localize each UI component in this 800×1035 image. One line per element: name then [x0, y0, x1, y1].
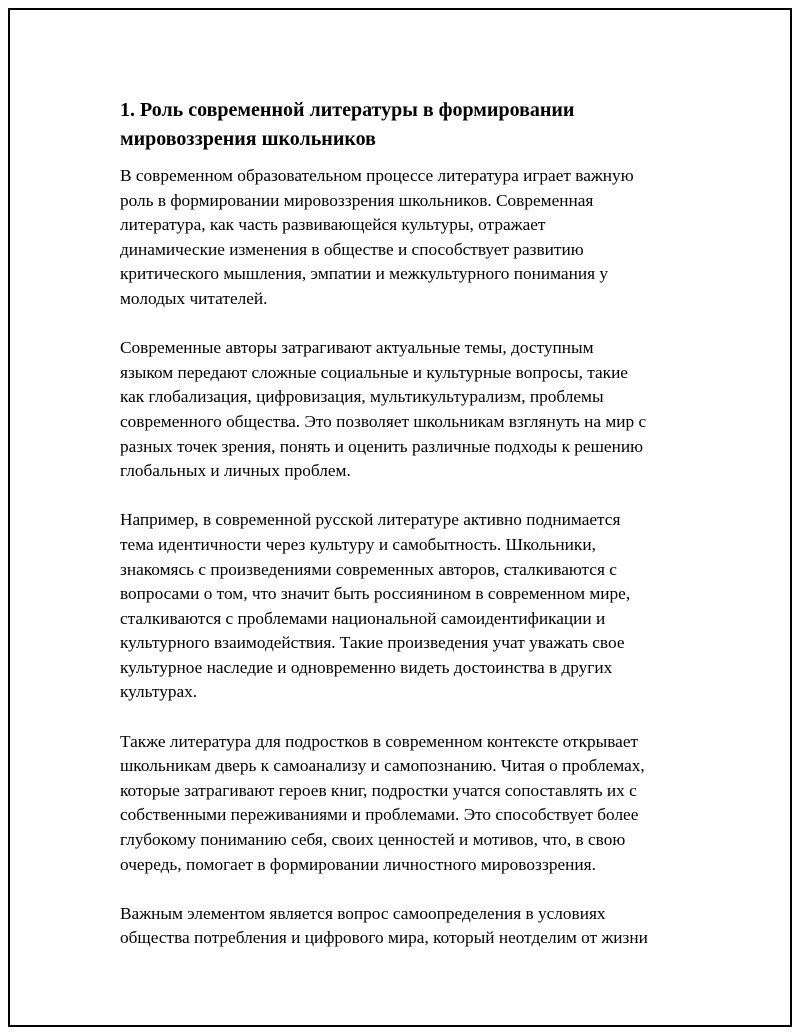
text-line: вопросами о том, что значит быть россиянином в современном мире,	[120, 584, 631, 604]
text-line: общества потребления и цифрового мира, который неотделим от жизни	[120, 928, 648, 948]
paragraph-2	[120, 336, 710, 484]
text-line: критического мышления, эмпатии и межкультурного понимания у	[120, 264, 608, 284]
text-line: В современном образовательном процессе литература играет важную	[120, 166, 634, 185]
document-body	[120, 96, 710, 976]
paragraph-1	[120, 164, 710, 312]
document-page	[8, 8, 792, 1027]
text-line: Также литература для подростков в современном контексте открывает	[120, 731, 639, 751]
paragraph-5	[120, 902, 710, 951]
text-line: очередь, помогает в формировании личностного мировоззрения.	[120, 854, 596, 874]
heading-line: мировоззрения школьников	[120, 128, 376, 150]
text-line: глобальных и личных проблем.	[120, 461, 351, 481]
text-line: культурное наследие и одновременно видеть достоинства в других	[120, 657, 613, 677]
text-line: сталкиваются с проблемами национальной самоидентификации и	[120, 608, 606, 628]
text-line: Важным элементом является вопрос самоопределения в условиях	[120, 903, 606, 923]
text-line: культурах.	[120, 682, 198, 702]
paragraph-3	[120, 508, 710, 705]
text-line: культурного взаимодействия. Такие произведения учат уважать свое	[120, 633, 625, 653]
paragraph-4	[120, 730, 710, 878]
text-line: которые затрагивают героев книг, подростки учатся сопоставлять их с	[120, 780, 637, 800]
text-line: школьникам дверь к самоанализу и самопознанию. Читая о проблемах,	[120, 756, 645, 776]
text-line: знакомясь с произведениями современных авторов, сталкиваются с	[120, 559, 617, 579]
section-heading	[120, 96, 710, 154]
text-line: глубокому пониманию себя, своих ценностей и мотивов, что, в свою	[120, 830, 626, 850]
text-line: как глобализация, цифровизация, мультикультурализм, проблемы	[120, 387, 604, 407]
text-line: Современные авторы затрагивают актуальные темы, доступным	[120, 338, 594, 358]
text-line: разных точек зрения, понять и оценить различные подходы к решению	[120, 436, 643, 456]
text-line: языком передают сложные социальные и культурные вопросы, такие	[120, 362, 628, 382]
text-line: Например, в современной русской литературе активно поднимается	[120, 510, 621, 530]
text-line: литература, как часть развивающейся культуры, отражает	[120, 215, 546, 235]
text-line: молодых читателей.	[120, 288, 268, 308]
text-line: тема идентичности через культуру и самобытность. Школьники,	[120, 534, 596, 554]
text-line: роль в формировании мировоззрения школьников. Современная	[120, 190, 594, 210]
text-line: собственными переживаниями и проблемами. Это способствует более	[120, 805, 639, 825]
text-line: современного общества. Это позволяет школьникам взглянуть на мир с	[120, 411, 647, 431]
text-line: динамические изменения в обществе и способствует развитию	[120, 239, 584, 259]
heading-line: 1. Роль современной литературы в формировании	[120, 99, 575, 121]
